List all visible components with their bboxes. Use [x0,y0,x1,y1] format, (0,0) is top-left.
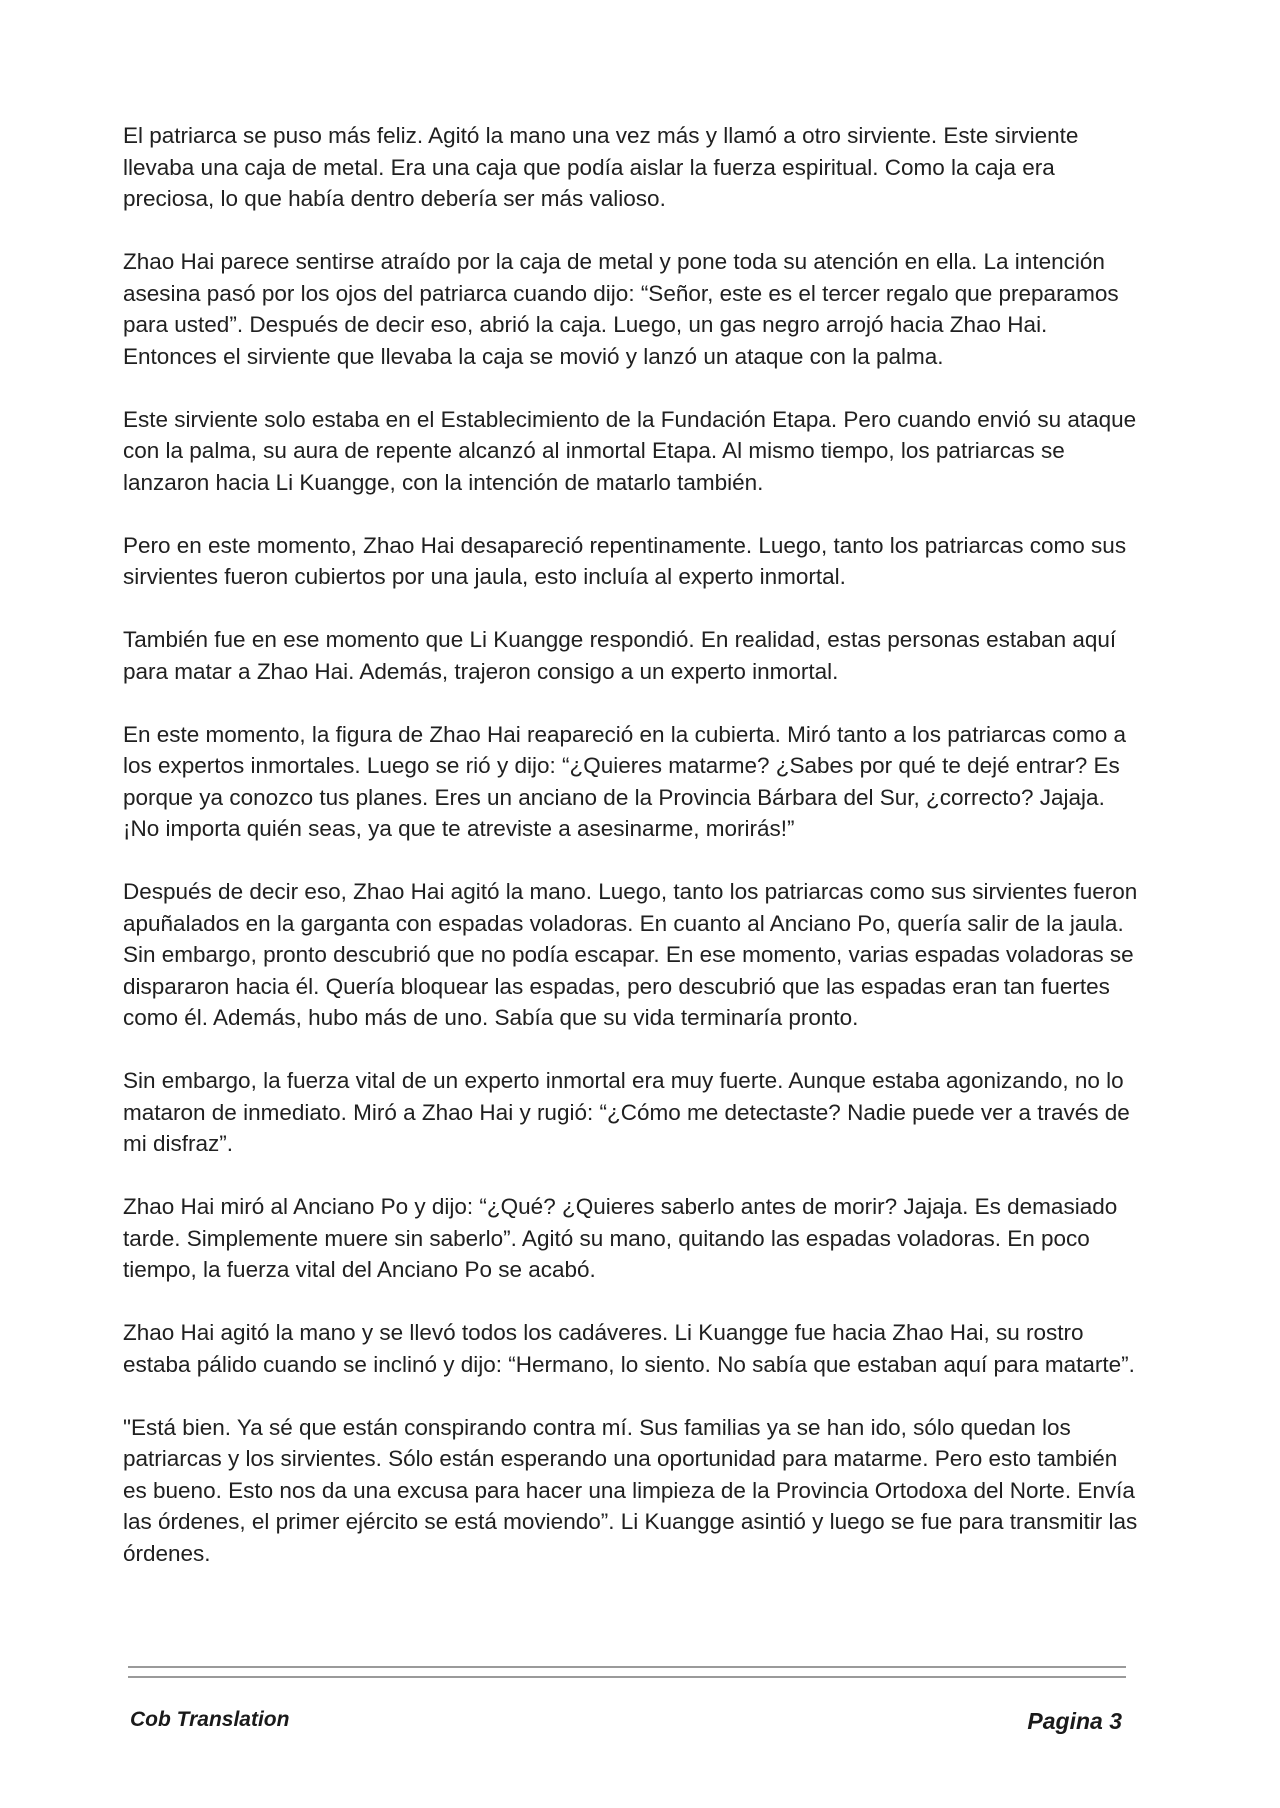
paragraph: Sin embargo, la fuerza vital de un experto inmortal era muy fuerte. Aunque estaba agonizando, no lo mataron de inmediato. Miró a Zhao Hai y rugió: “¿Cómo me detectaste? Nadie puede ver a través de mi disfraz”. [123,1068,1130,1156]
paragraph: El patriarca se puso más feliz. Agitó la mano una vez más y llamó a otro sirviente. Este sirviente llevaba una caja de metal. Era una caja que podía aislar la fuerza espiritual. Como la caja era preciosa, lo que había dentro debería ser más valioso. [123,123,1079,211]
footer-divider-bottom [128,1676,1126,1678]
paragraph: "Está bien. Ya sé que están conspirando contra mí. Sus familias ya se han ido, sólo quedan los patriarcas y los sirvientes. Sólo están esperando una oportunidad para matarme. Pero esto también es bueno. Esto nos da una excusa para hacer una limpieza de la Provincia Ortodoxa del Norte. Envía las órdenes, el primer ejército se está moviendo”. Li Kuangge asintió y luego se fue para transmitir las órdenes. [123,1414,1138,1566]
paragraph: Este sirviente solo estaba en el Establecimiento de la Fundación Etapa. Pero cuando envió su ataque con la palma, su aura de repente alcanzó al inmortal Etapa. Al mismo tiempo, los patriarcas se lanzaron hacia Li Kuangge, con la intención de matarlo también. [123,406,1137,495]
paragraph: Zhao Hai parece sentirse atraído por la caja de metal y pone toda su atención en ella. La intención asesina pasó por los ojos del patriarca cuando dijo: “Señor, este es el tercer regalo que preparamos para usted”. Después de decir eso, abrió la caja. Luego, un gas negro arrojó hacia Zhao Hai. Entonces el sirviente que llevaba la caja se movió y lanzó un ataque con la palma. [123,249,1119,369]
paragraph: Después de decir eso, Zhao Hai agitó la mano. Luego, tanto los patriarcas como sus sirvientes fueron apuñalados en la garganta con espadas voladoras. En cuanto al Anciano Po, quería salir de la jaula. Sin embargo, pronto descubrió que no podía escapar. En ese momento, varias espadas voladoras se dispararon hacia él. Quería bloquear las espadas, pero descubrió que las espadas eran tan fuertes como él. Además, hubo más de uno. Sabía que su vida terminaría pronto. [123,879,1138,1030]
footer-source: Cob Translation [130,1708,290,1731]
footer-page-number: Pagina 3 [1027,1708,1122,1734]
paragraph: En este momento, la figura de Zhao Hai reapareció en la cubierta. Miró tanto a los patriarcas como a los expertos inmortales. Luego se rió y dijo: “¿Quieres matarme? ¿Sabes por qué te dejé entrar? Es porque ya conozco tus planes. Eres un anciano de la Provincia Bárbara del Sur, ¿correcto? Jajaja. ¡No importa quién seas, ya que te atreviste a asesinarme, morirás!” [123,721,1127,841]
paragraph: Pero en este momento, Zhao Hai desapareció repentinamente. Luego, tanto los patriarcas como sus sirvientes fueron cubiertos por una jaula, esto incluía al experto inmortal. [123,532,1127,589]
paragraph: También fue en ese momento que Li Kuangge respondió. En realidad, estas personas estaban aquí para matar a Zhao Hai. Además, trajeron consigo a un experto inmortal. [123,627,1117,684]
paragraph: Zhao Hai miró al Anciano Po y dijo: “¿Qué? ¿Quieres saberlo antes de morir? Jajaja. Es demasiado tarde. Simplemente muere sin saberlo”. Agitó su mano, quitando las espadas voladoras. En poco tiempo, la fuerza vital del Anciano Po se acabó. [123,1194,1118,1282]
footer-divider-top [128,1666,1126,1668]
paragraph: Zhao Hai agitó la mano y se llevó todos los cadáveres. Li Kuangge fue hacia Zhao Hai, su rostro estaba pálido cuando se inclinó y dijo: “Hermano, lo siento. No sabía que estaban aquí para matarte”. [123,1320,1135,1377]
body-text [123,120,1138,1569]
